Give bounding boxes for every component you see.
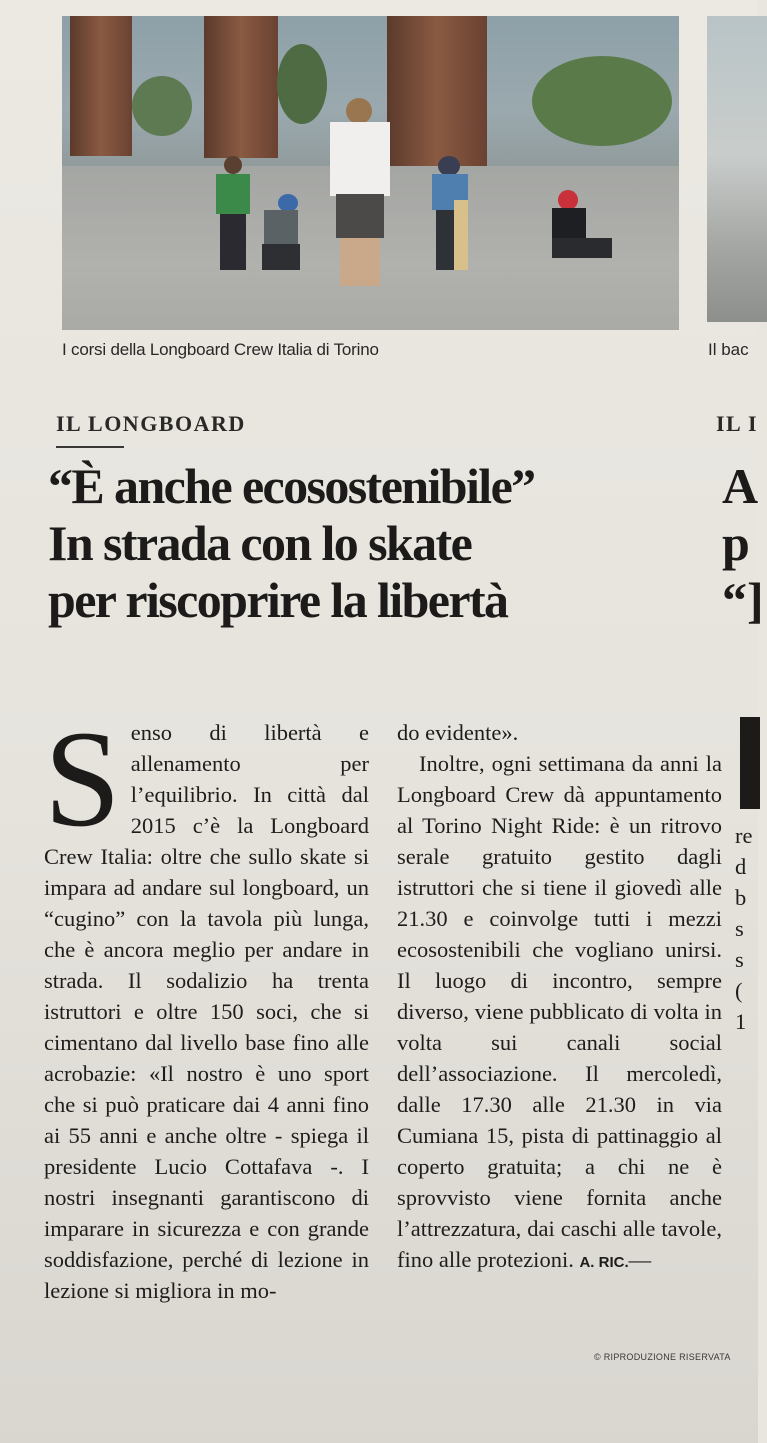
adjacent-article-kicker: IL I [716, 411, 759, 436]
kicker-rule [56, 446, 124, 448]
body-text-column-2: Inoltre, ogni settimana da anni la Longboard Crew dà appuntamento al Torino Night Ride: è un ritrovo serale gratuito gestito dagli istruttori che si tiene il giovedì alle 21.30 e coinvolge tutti i mezzi ecosostenibili che vogliano unirsi. Il luogo di incontro, sempre diverso, viene pubblicato di volta in volta sui canali social dell’associazione. Il mercoledì, dalle 17.30 alle 21.30 in via Cumiana 15, pista di pattinaggio al coperto gratuita; a chi ne è sprovvisto viene fornita anche l’attrezzatura, dai caschi alle tavole, fino alle protezioni. [397, 751, 722, 1272]
article-headline [48, 458, 698, 629]
headline-line-1: “È anche ecosostenibile” [48, 458, 535, 514]
adjacent-text-fragment: s [735, 947, 744, 972]
adjacent-text-fragment: ( [735, 978, 743, 1003]
article-column-1 [44, 702, 369, 1306]
adjacent-article-dropcap [740, 717, 760, 809]
adjacent-text-fragment: 1 [735, 1009, 747, 1034]
body-text-continuation: do evidente». [397, 720, 519, 745]
adjacent-text-fragment: d [735, 854, 747, 879]
adjacent-article-column [735, 820, 765, 1037]
photo-caption: I corsi della Longboard Crew Italia di Torino [62, 340, 379, 359]
signature-dash: — [628, 1247, 652, 1272]
headline-line-3: per riscoprire la libertà [48, 572, 508, 628]
adjacent-text-fragment: s [735, 916, 744, 941]
adjacent-article-photo [707, 16, 767, 322]
adjacent-headline-line-3: “] [722, 572, 764, 628]
copyright-notice: © RIPRODUZIONE RISERVATA [594, 1352, 731, 1362]
adjacent-headline-line-1: A [722, 458, 759, 514]
adjacent-text-fragment: b [735, 885, 747, 910]
author-signature: A. RIC. [579, 1254, 629, 1271]
adjacent-text-fragment: re [735, 823, 753, 848]
adjacent-article-headline [722, 458, 764, 629]
headline-line-2: In strada con lo skate [48, 515, 472, 571]
adjacent-photo-caption: Il bac [708, 340, 749, 359]
article-kicker: IL LONGBOARD [56, 411, 246, 436]
article-photo [62, 16, 679, 330]
drop-cap: S [44, 702, 121, 855]
adjacent-headline-line-2: p [722, 515, 750, 571]
article-column-2 [397, 717, 722, 1278]
body-text-column-1: enso di libertà e allenamento per l’equilibrio. In città dal 2015 c’è la Longboard Crew Italia: oltre che sullo skate si impara ad andare sul longboard, un “cugino” con la tavola più lunga, che è ancora meglio per andare in strada. Il sodalizio ha trenta istruttori e oltre 150 soci, che si cimentano dal livello base fino alle acrobazie: «Il nostro è uno sport che si può praticare dai 4 anni fino ai 55 anni e anche oltre - spiega il presidente Lucio Cottafava -. I nostri insegnanti garantiscono di imparare in sicurezza e con grande soddisfazione, perché di lezione in lezione si migliora in mo- [44, 720, 369, 1303]
